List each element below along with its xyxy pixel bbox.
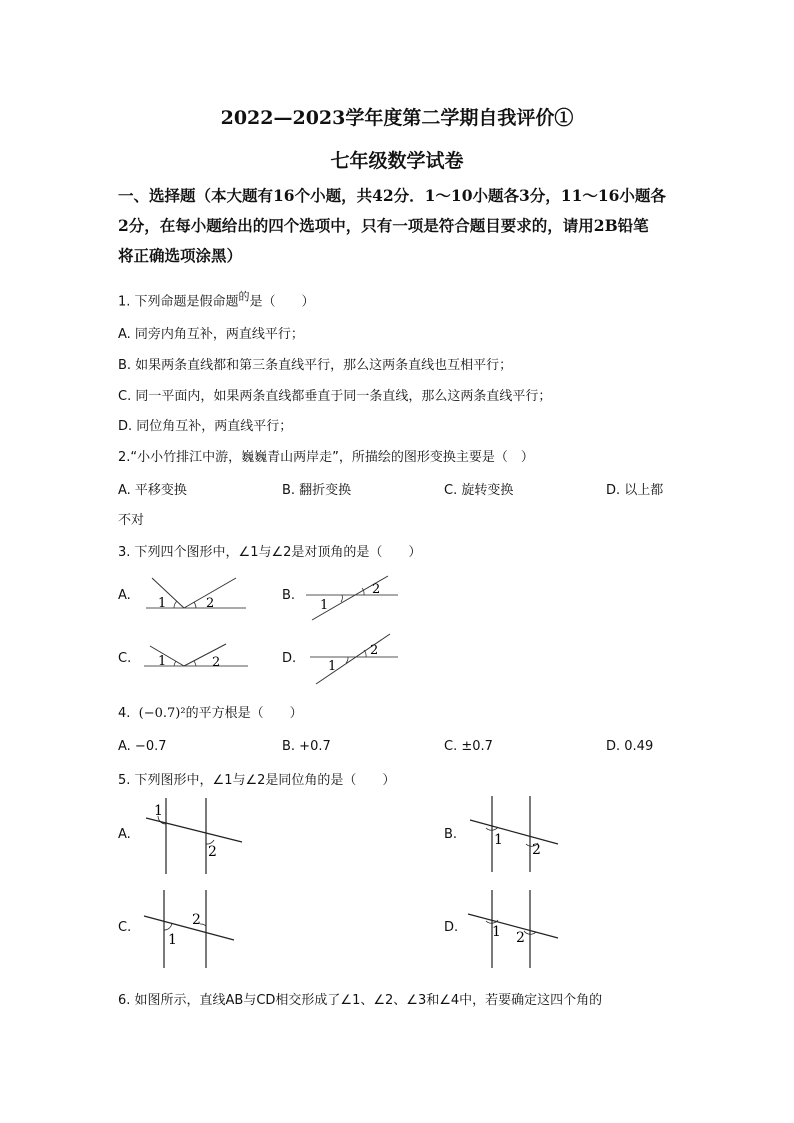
section-line-2: 2分，在每小题给出的四个选项中，只有一项是符合题目要求的，请用2B铅笔 <box>118 216 649 235</box>
q5-figure-b <box>466 796 560 872</box>
q5d-angle-2: 2 <box>516 930 525 946</box>
q3-figure-b <box>306 574 400 622</box>
q3-label-b: B. <box>282 588 296 603</box>
q3a-angle-1: 1 <box>158 596 167 611</box>
section-line-3: 将正确选项涂黑） <box>118 246 243 265</box>
q3b-angle-1: 1 <box>320 598 329 613</box>
q3a-angle-2: 2 <box>206 596 215 611</box>
q5d-angle-1: 1 <box>492 924 501 940</box>
q6-stem: 6. 如图所示，直线AB与CD相交形成了∠1、∠2、∠3和∠4中，若要确定这四个角的 <box>118 993 603 1008</box>
q4-number: 4. <box>118 706 131 721</box>
q1-option-a: A. 同旁内角互补，两直线平行； <box>118 327 304 342</box>
q1-option-c: C. 同一平面内，如果两条直线都垂直于同一条直线，那么这两条直线平行； <box>118 389 552 404</box>
q4-option-d: D. 0.49 <box>606 739 654 754</box>
q3-label-d: D. <box>282 651 297 666</box>
q4-option-b: B. +0.7 <box>282 739 331 754</box>
q5-figure-d <box>466 890 560 968</box>
q3b-angle-2: 2 <box>372 582 381 597</box>
section-header <box>118 181 678 271</box>
exam-title: 2022—2023学年度第二学期自我评价① <box>220 107 574 129</box>
section-line-1: 一、选择题（本大题有16个小题，共42分．1～10小题各3分，11～16小题各 <box>118 186 666 205</box>
q5c-angle-1: 1 <box>168 932 177 948</box>
q1-stem <box>118 288 315 309</box>
q1-option-b: B. 如果两条直线都和第三条直线平行，那么这两条直线也互相平行； <box>118 358 513 373</box>
q2-option-b: B. 翻折变换 <box>282 483 352 498</box>
q5-label-a: A. <box>118 827 131 842</box>
q2-stem: 2.“小小竹排江中游，巍巍青山两岸走”，所描绘的图形变换主要是（ ） <box>118 450 534 465</box>
q1-stem-sup: 的 <box>238 290 250 303</box>
q5-stem: 5. 下列图形中，∠1与∠2是同位角的是（ ） <box>118 773 396 788</box>
exam-subtitle: 七年级数学试卷 <box>330 150 464 172</box>
q3-stem: 3. 下列四个图形中，∠1与∠2是对顶角的是（ ） <box>118 545 422 560</box>
q5a-angle-1: 1 <box>154 803 163 819</box>
q3-figure-d <box>310 632 400 686</box>
q5-figure-c <box>140 890 236 968</box>
q4-option-c: C. ±0.7 <box>444 739 493 754</box>
q5-figure-a <box>140 798 244 874</box>
q5b-angle-1: 1 <box>494 832 503 848</box>
q4-stem <box>118 702 303 721</box>
q3d-angle-1: 1 <box>328 659 337 674</box>
q5-label-c: C. <box>118 920 132 935</box>
q3-label-c: C. <box>118 651 132 666</box>
q3-label-a: A. <box>118 588 131 603</box>
q1-stem-text: 1. 下列命题是假命题 <box>118 294 239 310</box>
q5-label-d: D. <box>444 920 459 935</box>
q3-figure-c <box>144 640 248 672</box>
q5-label-b: B. <box>444 827 458 842</box>
q1-stem-tail: 是（ ） <box>249 294 315 310</box>
q5b-angle-2: 2 <box>532 842 541 858</box>
q4-stem-text: 的平方根是（ ） <box>185 706 303 721</box>
q4-expression: (−0.7)² <box>138 706 186 721</box>
q1-option-d: D. 同位角互补，两直线平行； <box>118 419 293 434</box>
q2-option-d: D. 以上都 <box>606 483 664 498</box>
q5c-angle-2: 2 <box>192 912 201 928</box>
q3d-angle-2: 2 <box>370 643 379 658</box>
q2-option-c: C. 旋转变换 <box>444 483 514 498</box>
q3-figure-a <box>140 574 246 614</box>
q3c-angle-2: 2 <box>212 655 221 670</box>
q5a-angle-2: 2 <box>208 844 217 860</box>
q2-option-d-wrap: 不对 <box>118 513 145 528</box>
q3c-angle-1: 1 <box>158 654 167 669</box>
q4-option-a: A. −0.7 <box>118 739 167 754</box>
q2-option-a: A. 平移变换 <box>118 483 187 498</box>
